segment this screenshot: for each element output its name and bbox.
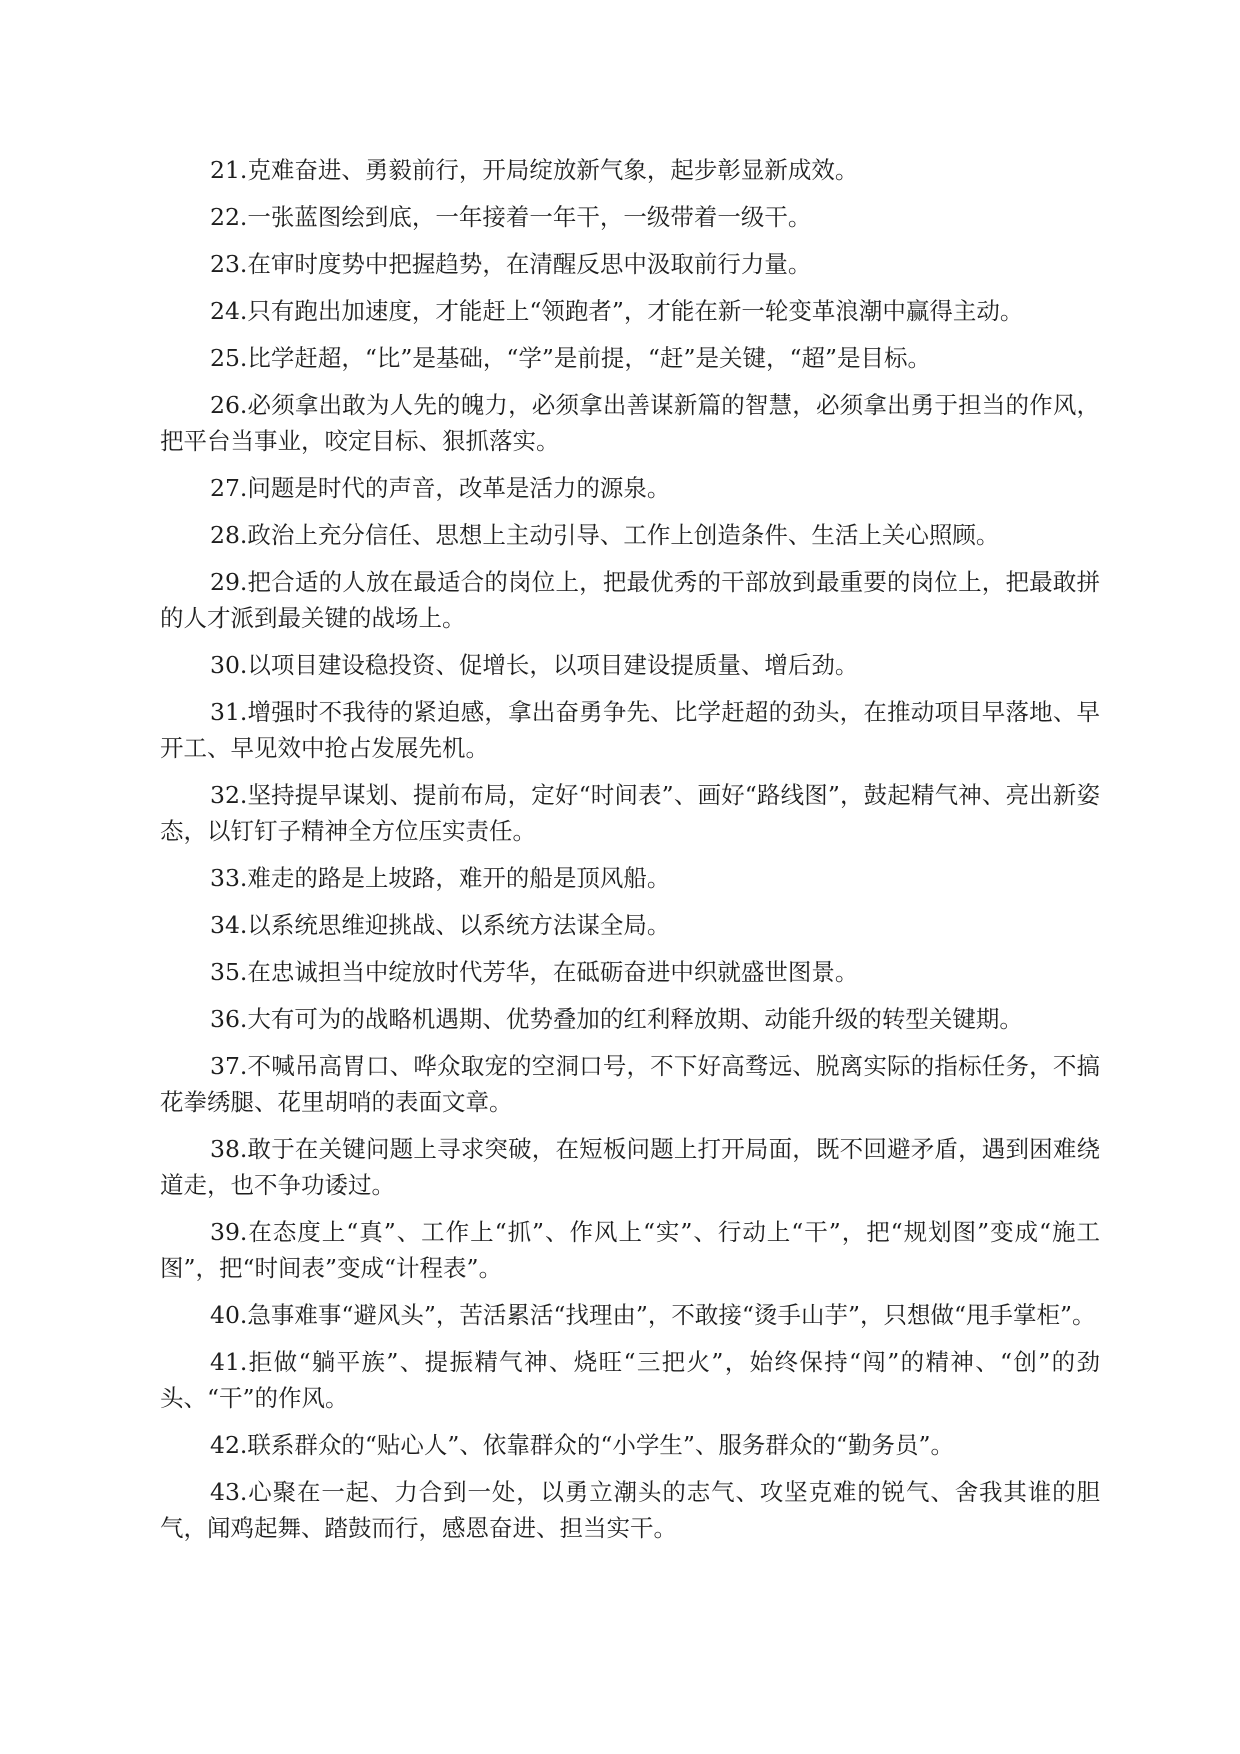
paragraph-39: 39.在态度上“真”、工作上“抓”、作风上“实”、行动上“干”，把“规划图”变成“施工图”，把“时间表”变成“计程表”。 [160, 1218, 1100, 1282]
paragraph-34: 34.以系统思维迎挑战、以系统方法谋全局。 [210, 911, 671, 939]
paragraph-29: 29.把合适的人放在最适合的岗位上，把最优秀的干部放到最重要的岗位上，把最敢拼的人才派到最关键的战场上。 [160, 568, 1100, 632]
paragraph-24: 24.只有跑出加速度，才能赶上“领跑者”，才能在新一轮变革浪潮中赢得主动。 [210, 297, 1024, 325]
paragraph-30: 30.以项目建设稳投资、促增长，以项目建设提质量、增后劲。 [210, 651, 859, 679]
paragraph-21: 21.克难奋进、勇毅前行，开局绽放新气象，起步彰显新成效。 [210, 156, 859, 184]
paragraph-33: 33.难走的路是上坡路，难开的船是顶风船。 [210, 864, 671, 892]
paragraph-35: 35.在忠诚担当中绽放时代芳华，在砥砺奋进中织就盛世图景。 [210, 958, 859, 986]
paragraph-25: 25.比学赶超，“比”是基础，“学”是前提，“赶”是关键，“超”是目标。 [210, 344, 931, 372]
paragraph-31: 31.增强时不我待的紧迫感，拿出奋勇争先、比学赶超的劲头，在推动项目早落地、早开工、早见效中抢占发展先机。 [160, 698, 1100, 762]
paragraph-28: 28.政治上充分信任、思想上主动引导、工作上创造条件、生活上关心照顾。 [210, 521, 1000, 549]
paragraph-37: 37.不喊吊高胃口、哗众取宠的空洞口号，不下好高骛远、脱离实际的指标任务，不搞花拳绣腿、花里胡哨的表面文章。 [160, 1052, 1100, 1116]
paragraph-32: 32.坚持提早谋划、提前布局，定好“时间表”、画好“路线图”，鼓起精气神、亮出新姿态，以钉钉子精神全方位压实责任。 [160, 781, 1100, 845]
paragraph-36: 36.大有可为的战略机遇期、优势叠加的红利释放期、动能升级的转型关键期。 [210, 1005, 1023, 1033]
paragraph-41: 41.拒做“躺平族”、提振精气神、烧旺“三把火”，始终保持“闯”的精神、“创”的劲头、“干”的作风。 [160, 1348, 1100, 1412]
paragraph-26: 26.必须拿出敢为人先的魄力，必须拿出善谋新篇的智慧，必须拿出勇于担当的作风，把平台当事业，咬定目标、狠抓落实。 [160, 391, 1100, 455]
paragraph-22: 22.一张蓝图绘到底，一年接着一年干，一级带着一级干。 [210, 203, 812, 231]
document-body [160, 152, 1100, 1557]
paragraph-23: 23.在审时度势中把握趋势，在清醒反思中汲取前行力量。 [210, 250, 812, 278]
paragraph-43: 43.心聚在一起、力合到一处，以勇立潮头的志气、攻坚克难的锐气、舍我其谁的胆气，闻鸡起舞、踏鼓而行，感恩奋进、担当实干。 [160, 1478, 1100, 1542]
paragraph-38: 38.敢于在关键问题上寻求突破，在短板问题上打开局面，既不回避矛盾，遇到困难绕道走，也不争功诿过。 [160, 1135, 1100, 1199]
paragraph-42: 42.联系群众的“贴心人”、依靠群众的“小学生”、服务群众的“勤务员”。 [210, 1431, 954, 1459]
paragraph-40: 40.急事难事“避风头”，苦活累活“找理由”，不敢接“烫手山芋”，只想做“甩手掌柜”。 [210, 1301, 1096, 1329]
paragraph-27: 27.问题是时代的声音，改革是活力的源泉。 [210, 474, 671, 502]
